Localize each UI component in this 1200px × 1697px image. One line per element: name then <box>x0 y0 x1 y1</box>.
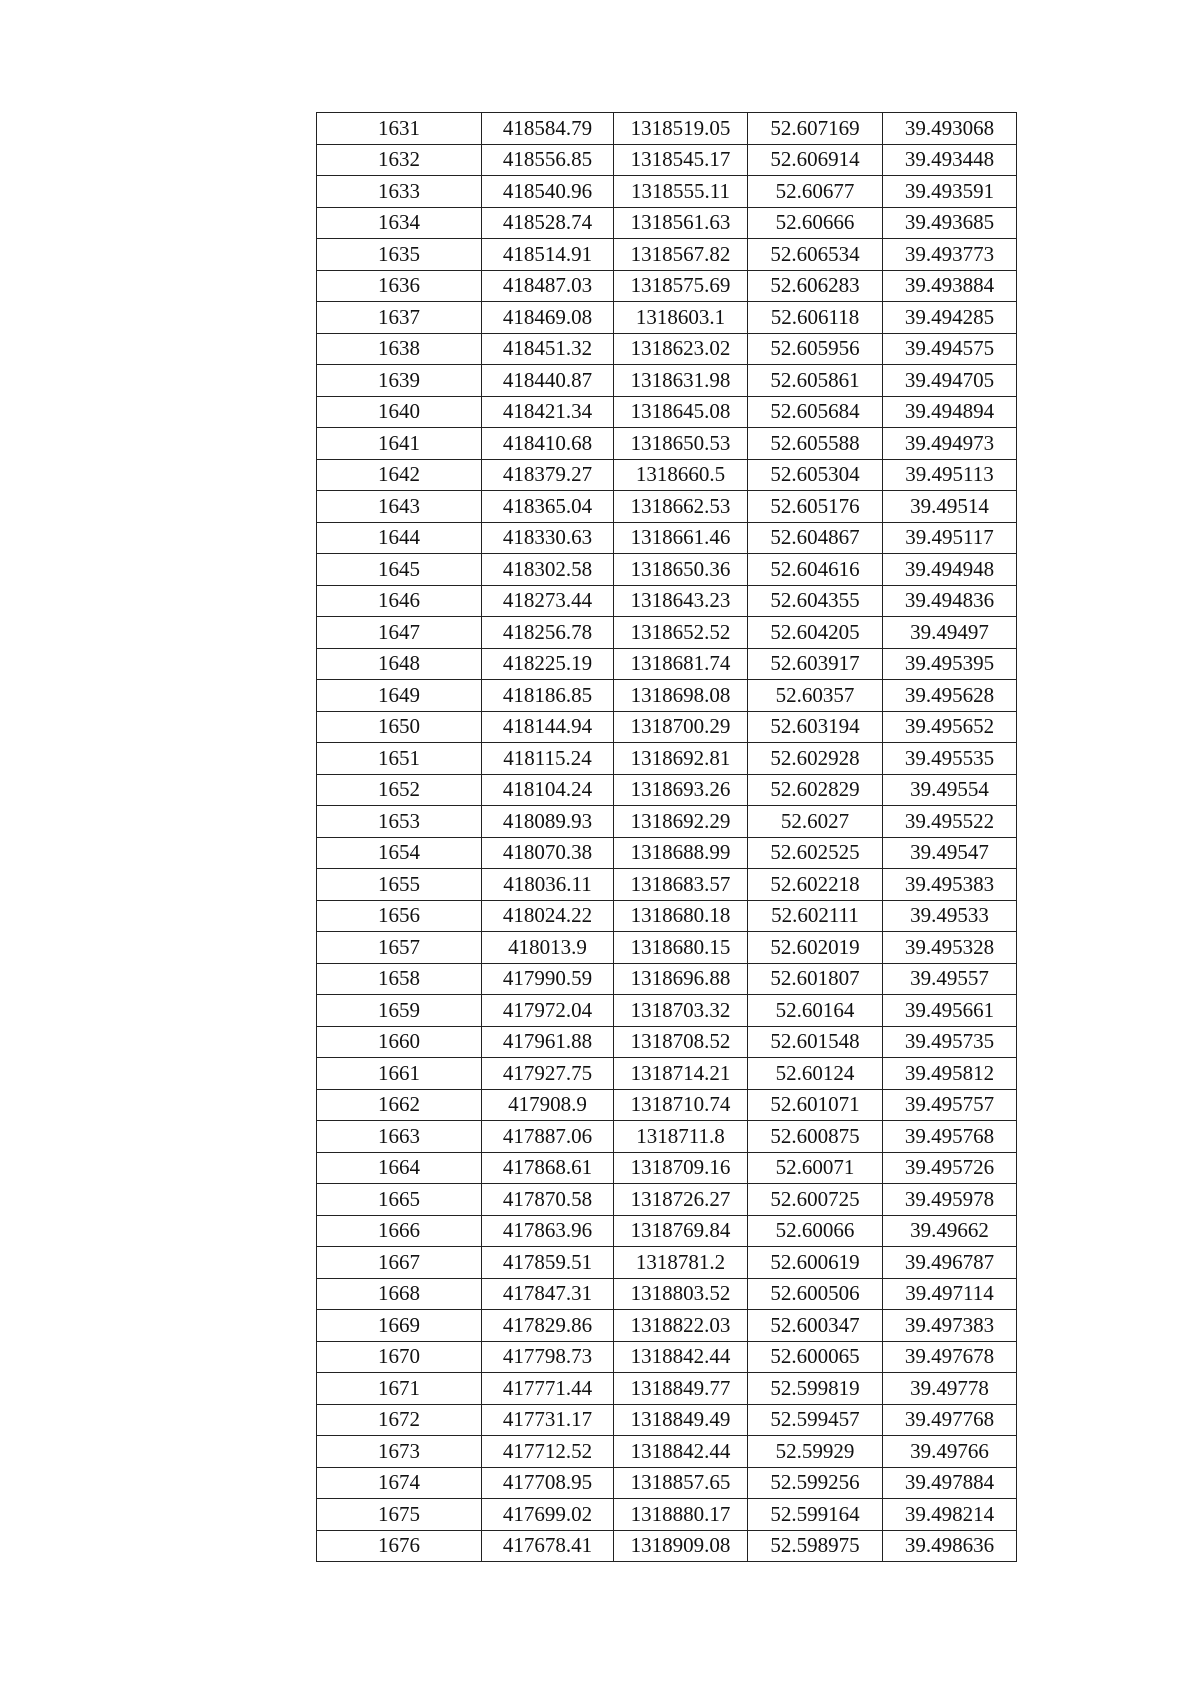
latitude-cell: 52.601548 <box>748 1026 883 1058</box>
y-coordinate-cell: 1318661.46 <box>614 522 748 554</box>
table-row <box>317 144 1017 176</box>
table-row <box>317 239 1017 271</box>
table-row <box>317 1436 1017 1468</box>
point-number-cell: 1669 <box>317 1310 482 1342</box>
point-number-cell: 1638 <box>317 333 482 365</box>
point-number-cell: 1654 <box>317 837 482 869</box>
point-number-cell: 1631 <box>317 113 482 145</box>
y-coordinate-cell: 1318692.29 <box>614 806 748 838</box>
latitude-cell: 52.606534 <box>748 239 883 271</box>
latitude-cell: 52.600506 <box>748 1278 883 1310</box>
latitude-cell: 52.605861 <box>748 365 883 397</box>
table-row <box>317 176 1017 208</box>
y-coordinate-cell: 1318623.02 <box>614 333 748 365</box>
latitude-cell: 52.6027 <box>748 806 883 838</box>
longitude-cell: 39.495535 <box>883 743 1017 775</box>
x-coordinate-cell: 418186.85 <box>482 680 614 712</box>
table-row <box>317 648 1017 680</box>
point-number-cell: 1655 <box>317 869 482 901</box>
x-coordinate-cell: 417859.51 <box>482 1247 614 1279</box>
point-number-cell: 1663 <box>317 1121 482 1153</box>
point-number-cell: 1649 <box>317 680 482 712</box>
latitude-cell: 52.600619 <box>748 1247 883 1279</box>
y-coordinate-cell: 1318650.36 <box>614 554 748 586</box>
point-number-cell: 1644 <box>317 522 482 554</box>
longitude-cell: 39.495383 <box>883 869 1017 901</box>
point-number-cell: 1643 <box>317 491 482 523</box>
point-number-cell: 1657 <box>317 932 482 964</box>
point-number-cell: 1656 <box>317 900 482 932</box>
longitude-cell: 39.497884 <box>883 1467 1017 1499</box>
point-number-cell: 1639 <box>317 365 482 397</box>
latitude-cell: 52.600065 <box>748 1341 883 1373</box>
latitude-cell: 52.598975 <box>748 1530 883 1562</box>
x-coordinate-cell: 418379.27 <box>482 459 614 491</box>
table-row <box>317 806 1017 838</box>
latitude-cell: 52.603917 <box>748 648 883 680</box>
longitude-cell: 39.497383 <box>883 1310 1017 1342</box>
longitude-cell: 39.494285 <box>883 302 1017 334</box>
latitude-cell: 52.599457 <box>748 1404 883 1436</box>
x-coordinate-cell: 418528.74 <box>482 207 614 239</box>
latitude-cell: 52.599164 <box>748 1499 883 1531</box>
point-number-cell: 1661 <box>317 1058 482 1090</box>
x-coordinate-cell: 418421.34 <box>482 396 614 428</box>
longitude-cell: 39.495978 <box>883 1184 1017 1216</box>
latitude-cell: 52.602019 <box>748 932 883 964</box>
latitude-cell: 52.604616 <box>748 554 883 586</box>
y-coordinate-cell: 1318842.44 <box>614 1341 748 1373</box>
y-coordinate-cell: 1318561.63 <box>614 207 748 239</box>
latitude-cell: 52.599819 <box>748 1373 883 1405</box>
table-row <box>317 1278 1017 1310</box>
latitude-cell: 52.60124 <box>748 1058 883 1090</box>
coordinates-table <box>316 112 1017 1562</box>
point-number-cell: 1668 <box>317 1278 482 1310</box>
x-coordinate-cell: 417829.86 <box>482 1310 614 1342</box>
point-number-cell: 1670 <box>317 1341 482 1373</box>
table-row <box>317 995 1017 1027</box>
table-row <box>317 680 1017 712</box>
x-coordinate-cell: 418115.24 <box>482 743 614 775</box>
y-coordinate-cell: 1318703.32 <box>614 995 748 1027</box>
longitude-cell: 39.495757 <box>883 1089 1017 1121</box>
longitude-cell: 39.49514 <box>883 491 1017 523</box>
y-coordinate-cell: 1318700.29 <box>614 711 748 743</box>
y-coordinate-cell: 1318652.52 <box>614 617 748 649</box>
latitude-cell: 52.604867 <box>748 522 883 554</box>
point-number-cell: 1660 <box>317 1026 482 1058</box>
latitude-cell: 52.600875 <box>748 1121 883 1153</box>
longitude-cell: 39.49533 <box>883 900 1017 932</box>
y-coordinate-cell: 1318603.1 <box>614 302 748 334</box>
longitude-cell: 39.495522 <box>883 806 1017 838</box>
latitude-cell: 52.606283 <box>748 270 883 302</box>
longitude-cell: 39.495395 <box>883 648 1017 680</box>
latitude-cell: 52.605304 <box>748 459 883 491</box>
latitude-cell: 52.605684 <box>748 396 883 428</box>
point-number-cell: 1664 <box>317 1152 482 1184</box>
y-coordinate-cell: 1318693.26 <box>614 774 748 806</box>
x-coordinate-cell: 418036.11 <box>482 869 614 901</box>
point-number-cell: 1675 <box>317 1499 482 1531</box>
longitude-cell: 39.498214 <box>883 1499 1017 1531</box>
longitude-cell: 39.494836 <box>883 585 1017 617</box>
table-row <box>317 1373 1017 1405</box>
latitude-cell: 52.605176 <box>748 491 883 523</box>
point-number-cell: 1636 <box>317 270 482 302</box>
y-coordinate-cell: 1318842.44 <box>614 1436 748 1468</box>
point-number-cell: 1674 <box>317 1467 482 1499</box>
x-coordinate-cell: 417678.41 <box>482 1530 614 1562</box>
longitude-cell: 39.49778 <box>883 1373 1017 1405</box>
point-number-cell: 1653 <box>317 806 482 838</box>
latitude-cell: 52.60071 <box>748 1152 883 1184</box>
point-number-cell: 1640 <box>317 396 482 428</box>
latitude-cell: 52.602218 <box>748 869 883 901</box>
point-number-cell: 1672 <box>317 1404 482 1436</box>
table-row <box>317 459 1017 491</box>
longitude-cell: 39.495812 <box>883 1058 1017 1090</box>
latitude-cell: 52.60666 <box>748 207 883 239</box>
longitude-cell: 39.495328 <box>883 932 1017 964</box>
table-row <box>317 1215 1017 1247</box>
longitude-cell: 39.495768 <box>883 1121 1017 1153</box>
x-coordinate-cell: 418070.38 <box>482 837 614 869</box>
longitude-cell: 39.493448 <box>883 144 1017 176</box>
y-coordinate-cell: 1318880.17 <box>614 1499 748 1531</box>
point-number-cell: 1666 <box>317 1215 482 1247</box>
y-coordinate-cell: 1318909.08 <box>614 1530 748 1562</box>
longitude-cell: 39.495735 <box>883 1026 1017 1058</box>
latitude-cell: 52.60066 <box>748 1215 883 1247</box>
y-coordinate-cell: 1318708.52 <box>614 1026 748 1058</box>
y-coordinate-cell: 1318726.27 <box>614 1184 748 1216</box>
latitude-cell: 52.606914 <box>748 144 883 176</box>
y-coordinate-cell: 1318631.98 <box>614 365 748 397</box>
latitude-cell: 52.603194 <box>748 711 883 743</box>
longitude-cell: 39.495726 <box>883 1152 1017 1184</box>
x-coordinate-cell: 417731.17 <box>482 1404 614 1436</box>
latitude-cell: 52.600725 <box>748 1184 883 1216</box>
y-coordinate-cell: 1318545.17 <box>614 144 748 176</box>
x-coordinate-cell: 417771.44 <box>482 1373 614 1405</box>
latitude-cell: 52.602525 <box>748 837 883 869</box>
table-row <box>317 270 1017 302</box>
point-number-cell: 1658 <box>317 963 482 995</box>
y-coordinate-cell: 1318688.99 <box>614 837 748 869</box>
point-number-cell: 1665 <box>317 1184 482 1216</box>
x-coordinate-cell: 417699.02 <box>482 1499 614 1531</box>
latitude-cell: 52.60677 <box>748 176 883 208</box>
x-coordinate-cell: 418365.04 <box>482 491 614 523</box>
table-row <box>317 711 1017 743</box>
x-coordinate-cell: 418584.79 <box>482 113 614 145</box>
x-coordinate-cell: 417908.9 <box>482 1089 614 1121</box>
longitude-cell: 39.49766 <box>883 1436 1017 1468</box>
y-coordinate-cell: 1318645.08 <box>614 396 748 428</box>
x-coordinate-cell: 417990.59 <box>482 963 614 995</box>
longitude-cell: 39.493884 <box>883 270 1017 302</box>
table-row <box>317 932 1017 964</box>
point-number-cell: 1646 <box>317 585 482 617</box>
table-row <box>317 585 1017 617</box>
latitude-cell: 52.604205 <box>748 617 883 649</box>
longitude-cell: 39.49554 <box>883 774 1017 806</box>
table-row <box>317 743 1017 775</box>
y-coordinate-cell: 1318567.82 <box>614 239 748 271</box>
table-row <box>317 1152 1017 1184</box>
longitude-cell: 39.495652 <box>883 711 1017 743</box>
point-number-cell: 1645 <box>317 554 482 586</box>
point-number-cell: 1671 <box>317 1373 482 1405</box>
table-row <box>317 1310 1017 1342</box>
y-coordinate-cell: 1318849.49 <box>614 1404 748 1436</box>
longitude-cell: 39.49547 <box>883 837 1017 869</box>
point-number-cell: 1659 <box>317 995 482 1027</box>
x-coordinate-cell: 418256.78 <box>482 617 614 649</box>
x-coordinate-cell: 417870.58 <box>482 1184 614 1216</box>
x-coordinate-cell: 418330.63 <box>482 522 614 554</box>
table-row <box>317 1121 1017 1153</box>
x-coordinate-cell: 418089.93 <box>482 806 614 838</box>
point-number-cell: 1647 <box>317 617 482 649</box>
table-row <box>317 1026 1017 1058</box>
table-row <box>317 554 1017 586</box>
x-coordinate-cell: 418273.44 <box>482 585 614 617</box>
x-coordinate-cell: 417868.61 <box>482 1152 614 1184</box>
table-row <box>317 837 1017 869</box>
longitude-cell: 39.49662 <box>883 1215 1017 1247</box>
x-coordinate-cell: 418144.94 <box>482 711 614 743</box>
table-row <box>317 1530 1017 1562</box>
point-number-cell: 1648 <box>317 648 482 680</box>
latitude-cell: 52.606118 <box>748 302 883 334</box>
y-coordinate-cell: 1318803.52 <box>614 1278 748 1310</box>
y-coordinate-cell: 1318683.57 <box>614 869 748 901</box>
point-number-cell: 1632 <box>317 144 482 176</box>
table-row <box>317 1058 1017 1090</box>
longitude-cell: 39.493773 <box>883 239 1017 271</box>
table-row <box>317 617 1017 649</box>
table-row <box>317 1247 1017 1279</box>
x-coordinate-cell: 417847.31 <box>482 1278 614 1310</box>
x-coordinate-cell: 418514.91 <box>482 239 614 271</box>
y-coordinate-cell: 1318781.2 <box>614 1247 748 1279</box>
x-coordinate-cell: 418540.96 <box>482 176 614 208</box>
table-row <box>317 963 1017 995</box>
y-coordinate-cell: 1318822.03 <box>614 1310 748 1342</box>
longitude-cell: 39.494894 <box>883 396 1017 428</box>
x-coordinate-cell: 417972.04 <box>482 995 614 1027</box>
latitude-cell: 52.60357 <box>748 680 883 712</box>
table-row <box>317 333 1017 365</box>
table-row <box>317 1341 1017 1373</box>
table-row <box>317 869 1017 901</box>
point-number-cell: 1676 <box>317 1530 482 1562</box>
x-coordinate-cell: 418225.19 <box>482 648 614 680</box>
table-row <box>317 1184 1017 1216</box>
y-coordinate-cell: 1318643.23 <box>614 585 748 617</box>
y-coordinate-cell: 1318709.16 <box>614 1152 748 1184</box>
y-coordinate-cell: 1318698.08 <box>614 680 748 712</box>
table-row <box>317 491 1017 523</box>
latitude-cell: 52.607169 <box>748 113 883 145</box>
table-row <box>317 396 1017 428</box>
latitude-cell: 52.601071 <box>748 1089 883 1121</box>
x-coordinate-cell: 417798.73 <box>482 1341 614 1373</box>
longitude-cell: 39.493591 <box>883 176 1017 208</box>
point-number-cell: 1637 <box>317 302 482 334</box>
y-coordinate-cell: 1318714.21 <box>614 1058 748 1090</box>
x-coordinate-cell: 417887.06 <box>482 1121 614 1153</box>
longitude-cell: 39.496787 <box>883 1247 1017 1279</box>
x-coordinate-cell: 417708.95 <box>482 1467 614 1499</box>
table-row <box>317 113 1017 145</box>
x-coordinate-cell: 418104.24 <box>482 774 614 806</box>
y-coordinate-cell: 1318555.11 <box>614 176 748 208</box>
longitude-cell: 39.494973 <box>883 428 1017 460</box>
point-number-cell: 1635 <box>317 239 482 271</box>
latitude-cell: 52.602111 <box>748 900 883 932</box>
x-coordinate-cell: 417927.75 <box>482 1058 614 1090</box>
point-number-cell: 1642 <box>317 459 482 491</box>
longitude-cell: 39.494705 <box>883 365 1017 397</box>
table-row <box>317 1499 1017 1531</box>
longitude-cell: 39.495117 <box>883 522 1017 554</box>
latitude-cell: 52.59929 <box>748 1436 883 1468</box>
x-coordinate-cell: 418487.03 <box>482 270 614 302</box>
table-row <box>317 302 1017 334</box>
y-coordinate-cell: 1318769.84 <box>614 1215 748 1247</box>
x-coordinate-cell: 418410.68 <box>482 428 614 460</box>
point-number-cell: 1650 <box>317 711 482 743</box>
longitude-cell: 39.49497 <box>883 617 1017 649</box>
longitude-cell: 39.495113 <box>883 459 1017 491</box>
point-number-cell: 1641 <box>317 428 482 460</box>
table-row <box>317 1467 1017 1499</box>
table-row <box>317 522 1017 554</box>
y-coordinate-cell: 1318660.5 <box>614 459 748 491</box>
longitude-cell: 39.495661 <box>883 995 1017 1027</box>
longitude-cell: 39.494948 <box>883 554 1017 586</box>
table-row <box>317 1089 1017 1121</box>
x-coordinate-cell: 417712.52 <box>482 1436 614 1468</box>
x-coordinate-cell: 418302.58 <box>482 554 614 586</box>
y-coordinate-cell: 1318650.53 <box>614 428 748 460</box>
y-coordinate-cell: 1318662.53 <box>614 491 748 523</box>
latitude-cell: 52.600347 <box>748 1310 883 1342</box>
table-row <box>317 774 1017 806</box>
latitude-cell: 52.605588 <box>748 428 883 460</box>
longitude-cell: 39.497678 <box>883 1341 1017 1373</box>
y-coordinate-cell: 1318710.74 <box>614 1089 748 1121</box>
x-coordinate-cell: 418451.32 <box>482 333 614 365</box>
longitude-cell: 39.498636 <box>883 1530 1017 1562</box>
table-row <box>317 428 1017 460</box>
x-coordinate-cell: 418013.9 <box>482 932 614 964</box>
longitude-cell: 39.494575 <box>883 333 1017 365</box>
point-number-cell: 1634 <box>317 207 482 239</box>
x-coordinate-cell: 418469.08 <box>482 302 614 334</box>
y-coordinate-cell: 1318680.18 <box>614 900 748 932</box>
table-row <box>317 365 1017 397</box>
y-coordinate-cell: 1318849.77 <box>614 1373 748 1405</box>
longitude-cell: 39.497114 <box>883 1278 1017 1310</box>
point-number-cell: 1633 <box>317 176 482 208</box>
longitude-cell: 39.493068 <box>883 113 1017 145</box>
y-coordinate-cell: 1318696.88 <box>614 963 748 995</box>
coordinates-table-body <box>317 113 1017 1562</box>
y-coordinate-cell: 1318681.74 <box>614 648 748 680</box>
longitude-cell: 39.49557 <box>883 963 1017 995</box>
latitude-cell: 52.599256 <box>748 1467 883 1499</box>
x-coordinate-cell: 418440.87 <box>482 365 614 397</box>
longitude-cell: 39.497768 <box>883 1404 1017 1436</box>
y-coordinate-cell: 1318575.69 <box>614 270 748 302</box>
y-coordinate-cell: 1318711.8 <box>614 1121 748 1153</box>
x-coordinate-cell: 417863.96 <box>482 1215 614 1247</box>
y-coordinate-cell: 1318857.65 <box>614 1467 748 1499</box>
longitude-cell: 39.493685 <box>883 207 1017 239</box>
longitude-cell: 39.495628 <box>883 680 1017 712</box>
table-row <box>317 207 1017 239</box>
table-row <box>317 1404 1017 1436</box>
point-number-cell: 1652 <box>317 774 482 806</box>
x-coordinate-cell: 418024.22 <box>482 900 614 932</box>
point-number-cell: 1667 <box>317 1247 482 1279</box>
x-coordinate-cell: 418556.85 <box>482 144 614 176</box>
latitude-cell: 52.602928 <box>748 743 883 775</box>
y-coordinate-cell: 1318680.15 <box>614 932 748 964</box>
y-coordinate-cell: 1318519.05 <box>614 113 748 145</box>
point-number-cell: 1662 <box>317 1089 482 1121</box>
table-row <box>317 900 1017 932</box>
latitude-cell: 52.601807 <box>748 963 883 995</box>
latitude-cell: 52.605956 <box>748 333 883 365</box>
x-coordinate-cell: 417961.88 <box>482 1026 614 1058</box>
point-number-cell: 1673 <box>317 1436 482 1468</box>
latitude-cell: 52.60164 <box>748 995 883 1027</box>
y-coordinate-cell: 1318692.81 <box>614 743 748 775</box>
point-number-cell: 1651 <box>317 743 482 775</box>
latitude-cell: 52.602829 <box>748 774 883 806</box>
latitude-cell: 52.604355 <box>748 585 883 617</box>
